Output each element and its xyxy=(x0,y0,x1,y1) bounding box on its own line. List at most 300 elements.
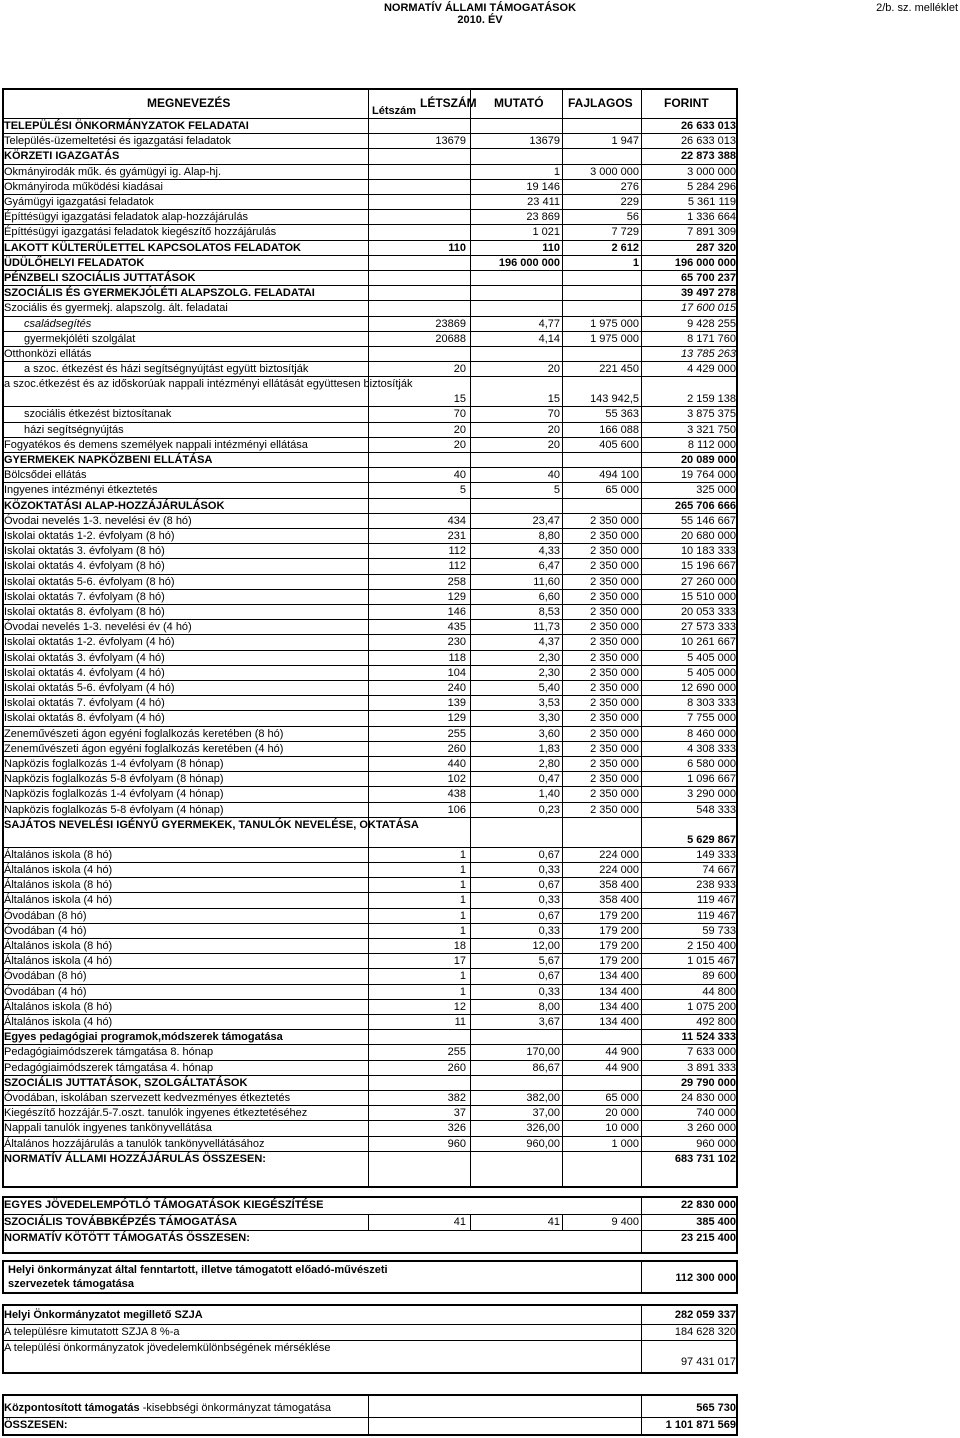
row-letszam: 70 xyxy=(453,408,466,421)
row-letszam: 20 xyxy=(453,363,466,376)
row-letszam: 1 xyxy=(459,985,466,998)
row-name: Iskolai oktatás 8. évfolyam (8 hó) xyxy=(4,606,165,618)
row-name: Helyi Önkormányzatot megillető SZJA xyxy=(4,1309,203,1321)
row-name: Otthonközi ellátás xyxy=(4,348,92,360)
row-forint: 1 096 667 xyxy=(687,773,736,786)
row-mutato: 5,67 xyxy=(538,955,560,968)
row-forint: 74 667 xyxy=(702,864,736,876)
row-fajlagos: 2 350 000 xyxy=(590,606,639,618)
row-mutato: 20 xyxy=(547,363,560,376)
row-forint: 385 400 xyxy=(696,1216,736,1228)
table-row xyxy=(2,133,738,149)
row-fajlagos: 7 729 xyxy=(611,226,639,239)
row-name: Óvodában (8 hó) xyxy=(4,909,87,922)
row-mutato: 0,47 xyxy=(538,773,560,786)
row-forint: 8 460 000 xyxy=(687,727,736,740)
row-forint: 27 260 000 xyxy=(680,575,736,588)
row-mutato: 8,80 xyxy=(538,530,560,542)
table-row xyxy=(2,118,738,134)
row-fajlagos: 224 000 xyxy=(599,848,639,861)
row-name: Iskolai oktatás 1-2. évfolyam (8 hó) xyxy=(4,530,175,542)
row-forint: 20 680 000 xyxy=(680,530,736,542)
table-row xyxy=(2,786,738,802)
row-letszam: 20688 xyxy=(435,332,466,345)
row-mutato: 86,67 xyxy=(532,1061,560,1074)
table-row xyxy=(2,1105,738,1121)
row-forint: 282 059 337 xyxy=(674,1309,736,1321)
row-name: Iskolai oktatás 8. évfolyam (4 hó) xyxy=(4,712,165,725)
row-forint: 1 015 467 xyxy=(687,955,736,968)
row-szja xyxy=(2,1308,738,1324)
row-letszam: 104 xyxy=(447,666,466,679)
row-name: a szoc. étkezést és házi segítségnyújtást együtt biztosítják xyxy=(24,363,309,376)
row-szja-8 xyxy=(2,1324,738,1341)
row-name xyxy=(4,1401,470,1415)
row-letszam: 129 xyxy=(447,712,466,725)
row-mutato: 70 xyxy=(547,408,560,421)
row-letszam: 1 xyxy=(459,909,466,922)
col-header-name: MEGNEVEZÉS xyxy=(147,96,231,110)
row-name: Zeneművészeti ágon egyéni foglalkozás keretében (4 hó) xyxy=(4,742,284,755)
row-fajlagos: 2 350 000 xyxy=(590,758,639,770)
row-fajlagos: 3 000 000 xyxy=(590,165,639,178)
row-name: Fogyatékos és demens személyek nappali intézményi ellátása xyxy=(4,438,308,451)
table-row xyxy=(2,938,738,954)
row-letszam: 1 xyxy=(459,924,466,937)
row-fajlagos: 2 350 000 xyxy=(590,575,639,588)
row-fajlagos: 44 900 xyxy=(605,1046,639,1059)
row-letszam: 139 xyxy=(447,697,466,710)
row-fajlagos: 55 363 xyxy=(605,408,639,421)
table-row xyxy=(2,316,738,332)
row-fajlagos: 179 200 xyxy=(599,924,639,937)
row-name: Napközis foglalkozás 5-8 évfolyam (8 hónap) xyxy=(4,773,224,786)
row-mutato: 4,14 xyxy=(538,332,560,345)
table-row xyxy=(2,984,738,1000)
row-fajlagos: 134 400 xyxy=(599,985,639,998)
row-letszam: 17 xyxy=(453,955,466,968)
row-fajlagos: 2 350 000 xyxy=(590,697,639,710)
row-fajlagos: 2 612 xyxy=(611,241,639,254)
table-row xyxy=(2,467,738,483)
row-forint: 287 320 xyxy=(696,241,736,254)
table-row xyxy=(2,422,738,438)
row-fajlagos: 2 350 000 xyxy=(590,773,639,786)
row-name: házi segítségnyújtás xyxy=(24,423,124,436)
row-mutato: 3,60 xyxy=(538,727,560,740)
row-forint: 29 790 000 xyxy=(680,1076,736,1089)
row-letszam: 112 xyxy=(448,560,466,573)
row-forint: 7 633 000 xyxy=(687,1046,736,1059)
row-forint: 13 785 263 xyxy=(680,348,736,360)
row-fajlagos: 2 350 000 xyxy=(590,560,639,573)
kisebbsegi-label: -kisebbségi önkormányzat támogatása xyxy=(139,1402,332,1414)
row-mutato: 382,00 xyxy=(526,1092,560,1104)
table-row xyxy=(2,741,738,757)
row-letszam: 1 xyxy=(459,864,466,876)
row-forint: 1 101 871 569 xyxy=(665,1419,736,1431)
row-forint: 5 361 119 xyxy=(687,196,736,208)
row-name: KÖRZETI IGAZGATÁS xyxy=(4,150,120,163)
row-mutato: 0,67 xyxy=(538,970,560,983)
table-row xyxy=(2,376,738,407)
row-forint: 19 764 000 xyxy=(680,469,736,482)
row-fajlagos: 2 350 000 xyxy=(590,636,639,649)
row-letszam: 255 xyxy=(447,727,466,740)
row-forint: 149 333 xyxy=(696,848,736,861)
table-row xyxy=(2,528,738,544)
row-forint: 65 700 237 xyxy=(680,272,736,284)
row-mutato: 20 xyxy=(547,438,560,451)
row-forint: 8 303 333 xyxy=(687,697,736,710)
row-mutato: 0,67 xyxy=(538,879,560,892)
row-fajlagos: 179 200 xyxy=(599,940,639,952)
row-osszesen xyxy=(2,1417,738,1434)
row-forint: 4 429 000 xyxy=(687,363,736,376)
support-table xyxy=(2,88,738,1436)
row-name: Iskolai oktatás 7. évfolyam (8 hó) xyxy=(4,590,165,603)
row-forint: 492 800 xyxy=(696,1016,736,1028)
row-letszam: 260 xyxy=(447,1061,466,1074)
row-letszam: 255 xyxy=(447,1046,466,1059)
row-forint: 44 800 xyxy=(702,985,736,998)
table-row xyxy=(2,543,738,559)
row-forint: 3 875 375 xyxy=(687,408,736,421)
row-name: Okmányiroda működési kiadásai xyxy=(4,180,163,193)
row-forint: 3 290 000 xyxy=(687,788,736,801)
table-row xyxy=(2,513,738,529)
document-title: NORMATÍV ÁLLAMI TÁMOGATÁSOK xyxy=(383,2,577,14)
table-row xyxy=(2,148,738,164)
row-letszam: 1 xyxy=(459,894,466,907)
row-forint: 1 075 200 xyxy=(687,1000,736,1013)
row-fajlagos: 2 350 000 xyxy=(590,788,639,801)
row-forint: 10 183 333 xyxy=(680,545,736,558)
kozpontositott-label: Központosított támogatás xyxy=(4,1402,140,1414)
row-forint: 17 600 015 xyxy=(680,302,736,315)
row-mutato: 8,53 xyxy=(538,606,560,618)
row-fajlagos: 65 000 xyxy=(605,484,639,497)
row-fajlagos: 2 350 000 xyxy=(590,545,639,558)
row-forint: 119 467 xyxy=(697,909,736,922)
row-mutato: 15 xyxy=(547,393,560,406)
row-name: Iskolai oktatás 7. évfolyam (4 hó) xyxy=(4,697,165,710)
row-name: PÉNZBELI SZOCIÁLIS JUTTATÁSOK xyxy=(4,272,196,284)
row-forint: 112 300 000 xyxy=(675,1272,736,1284)
row-mutato: 12,00 xyxy=(532,940,560,952)
document-year: 2010. ÉV xyxy=(457,14,503,26)
row-forint: 7 755 000 xyxy=(687,712,736,725)
table-row xyxy=(2,968,738,984)
row-letszam: 1 xyxy=(459,879,466,892)
row-fajlagos: 405 600 xyxy=(599,438,639,451)
table-row xyxy=(2,1060,738,1076)
row-mutato: 326,00 xyxy=(526,1122,560,1135)
row-forint: 20 089 000 xyxy=(680,454,736,466)
row-name: Óvodában (4 hó) xyxy=(4,985,87,998)
supp-divider-0 xyxy=(368,1214,369,1230)
row-name: Ingyenes intézményi étkeztetés xyxy=(4,484,158,497)
row-fajlagos: 134 400 xyxy=(599,1000,639,1013)
row-fajlagos: 134 400 xyxy=(599,1016,639,1028)
row-mutato: 6,60 xyxy=(538,590,560,603)
table-row xyxy=(2,619,738,635)
row-mutato: 2,30 xyxy=(538,666,560,679)
row-name: Pedagógiaimódszerek támgatása 8. hónap xyxy=(4,1046,214,1059)
row-letszam: 260 xyxy=(447,742,466,755)
row-mutato: 19 146 xyxy=(526,180,560,193)
table-row xyxy=(2,1120,738,1136)
row-mutato: 4,77 xyxy=(538,317,560,330)
row-letszam: 326 xyxy=(447,1122,466,1135)
row-name: Szociális és gyermekj. alapszolg. ált. feladatai xyxy=(4,302,228,315)
row-mutato: 20 xyxy=(547,423,560,436)
row-name: NORMATÍV KÖTÖTT TÁMOGATÁS ÖSSZESEN: xyxy=(4,1232,250,1244)
row-name: Óvodai nevelés 1-3. nevelési év (4 hó) xyxy=(4,621,192,634)
col-header-forint: FORINT xyxy=(664,96,709,110)
row-fajlagos: 1 975 000 xyxy=(590,332,639,345)
supp-forint-divider xyxy=(641,1196,642,1254)
col-header-letszam-sub: Létszám xyxy=(372,105,417,117)
supp-divider-1 xyxy=(470,1214,471,1230)
row-forint: 55 146 667 xyxy=(680,514,736,527)
row-forint: 59 733 xyxy=(702,924,736,937)
row-forint: 5 284 296 xyxy=(687,180,736,193)
row-forint: 8 171 760 xyxy=(687,332,736,345)
row-name: Nappali tanulók ingyenes tankönyvellátása xyxy=(4,1122,212,1135)
row-forint: 10 261 667 xyxy=(680,636,736,649)
row-fajlagos: 2 350 000 xyxy=(590,712,639,725)
row-letszam: 382 xyxy=(447,1092,466,1104)
row-mutato: 13679 xyxy=(529,135,560,148)
row-letszam: 960 xyxy=(447,1137,466,1150)
row-forint: 184 628 320 xyxy=(674,1326,736,1338)
row-letszam: 11 xyxy=(454,1016,466,1028)
supp-divider-2 xyxy=(562,1214,563,1230)
row-forint: 4 308 333 xyxy=(687,742,736,755)
row-forint: 2 159 138 xyxy=(687,393,736,406)
row-forint: 89 600 xyxy=(702,970,736,983)
row-name: EGYES JÖVEDELEMPÓTLÓ TÁMOGATÁSOK KIEGÉSZÍTÉSE xyxy=(4,1199,324,1211)
row-forint: 97 431 017 xyxy=(680,1356,736,1368)
col-header-mutato: MUTATÓ xyxy=(494,96,544,110)
col-header-letszam: LÉTSZÁM xyxy=(420,96,477,110)
row-name: A településre kimutatott SZJA 8 %-a xyxy=(4,1326,180,1338)
row-fajlagos: 2 350 000 xyxy=(590,666,639,679)
row-eloado-muveszeti xyxy=(2,1263,738,1293)
row-name: TELEPÜLÉSI ÖNKORMÁNYZATOK FELADATAI xyxy=(4,120,249,132)
row-mutato: 11,60 xyxy=(533,575,560,588)
row-fajlagos: 65 000 xyxy=(605,1092,639,1104)
row-name: Település-üzemeltetési és igazgatási feladatok xyxy=(4,135,231,148)
table-row xyxy=(2,604,738,620)
table-row xyxy=(2,194,738,210)
row-forint: 565 730 xyxy=(696,1402,736,1414)
row-name: SZOCIÁLIS TOVÁBBKÉPZÉS TÁMOGATÁSA xyxy=(4,1216,238,1228)
row-letszam: 20 xyxy=(453,438,466,451)
row-letszam: 23869 xyxy=(435,317,466,330)
row-name: Általános hozzájárulás a tanulók tankönyvellátásához xyxy=(4,1137,265,1150)
row-letszam: 146 xyxy=(447,606,466,618)
row-name: Óvodában (8 hó) xyxy=(4,970,87,983)
row-forint: 9 428 255 xyxy=(687,317,736,330)
table-row xyxy=(2,574,738,590)
table-row xyxy=(2,285,738,301)
row-letszam: 231 xyxy=(447,530,466,542)
row-name: a szoc.étkezést és az időskorúak nappali intézményi ellátását együttesen biztosítják xyxy=(4,378,413,391)
row-name: Iskolai oktatás 3. évfolyam (4 hó) xyxy=(4,651,165,664)
row-name: Napközis foglalkozás 1-4 évfolyam (4 hónap) xyxy=(4,788,224,801)
table-row xyxy=(2,1151,738,1167)
table-row xyxy=(2,209,738,225)
row-letszam: 18 xyxy=(453,940,466,952)
row-fajlagos: 10 000 xyxy=(605,1122,639,1135)
row-forint: 3 891 333 xyxy=(687,1061,736,1074)
row-fajlagos: 2 350 000 xyxy=(590,727,639,740)
row-name: Iskolai oktatás 5-6. évfolyam (8 hó) xyxy=(4,575,175,588)
row-kozpontositott xyxy=(2,1401,738,1417)
total-forint-divider xyxy=(641,1394,642,1436)
row-mutato: 2,30 xyxy=(538,651,560,664)
arts-forint-divider xyxy=(641,1260,642,1294)
row-forint: 15 510 000 xyxy=(680,590,736,603)
row-name: SZOCIÁLIS JUTTATÁSOK, SZOLGÁLTATÁSOK xyxy=(4,1076,248,1089)
row-forint: 5 405 000 xyxy=(687,651,736,664)
row-name: SAJÁTOS NEVELÉSI IGÉNYŰ GYERMEKEK, TANULÓK NEVELÉSE, OKTATÁSA xyxy=(4,818,419,831)
table-row xyxy=(2,1136,738,1152)
row-fajlagos: 2 350 000 xyxy=(590,621,639,634)
table-row xyxy=(2,164,738,180)
row-forint: 548 333 xyxy=(696,803,736,816)
row-fajlagos: 179 200 xyxy=(599,955,639,968)
row-mutato: 0,67 xyxy=(538,909,560,922)
row-fajlagos: 44 900 xyxy=(605,1061,639,1074)
table-row xyxy=(2,482,738,498)
row-letszam: 230 xyxy=(447,636,466,649)
row-name: GYERMEKEK NAPKÖZBENI ELLÁTÁSA xyxy=(4,454,213,466)
table-row xyxy=(2,240,738,256)
row-mutato: 3,30 xyxy=(538,712,560,725)
row-fajlagos: 2 350 000 xyxy=(590,682,639,694)
row-fajlagos: 1 975 000 xyxy=(590,317,639,330)
row-name: Óvodában, iskolában szervezett kedvezményes étkeztetés xyxy=(4,1092,291,1104)
row-name: Iskolai oktatás 1-2. évfolyam (4 hó) xyxy=(4,636,175,649)
table-row xyxy=(2,437,738,453)
row-letszam: 1 xyxy=(459,848,466,861)
row-forint: 3 000 000 xyxy=(687,165,736,178)
row-fajlagos: 229 xyxy=(620,196,639,208)
table-row xyxy=(2,802,738,818)
row-forint: 960 000 xyxy=(696,1137,736,1150)
row-forint: 5 405 000 xyxy=(687,666,736,679)
row-tovabbkepzes xyxy=(2,1214,738,1231)
row-name: LAKOTT KÜLTERÜLETTEL KAPCSOLATOS FELADATOK xyxy=(4,241,301,254)
row-letszam: 106 xyxy=(447,803,466,816)
row-fajlagos: 221 450 xyxy=(599,363,639,376)
row-name: Kiegészítő hozzájár.5-7.oszt. tanulók ingyenes étkeztetéséhez xyxy=(4,1107,308,1120)
table-row xyxy=(2,877,738,893)
row-fajlagos: 179 200 xyxy=(599,909,639,922)
row-fajlagos: 2 350 000 xyxy=(590,530,639,542)
row-letszam: 435 xyxy=(447,621,466,634)
table-row xyxy=(2,634,738,650)
row-mutato: 110 xyxy=(542,241,560,254)
col-header-fajlagos: FAJLAGOS xyxy=(568,96,633,110)
row-fajlagos: 1 000 xyxy=(611,1137,639,1150)
row-mutato: 23 411 xyxy=(527,196,560,208)
row-name: Napközis foglalkozás 5-8 évfolyam (4 hónap) xyxy=(4,803,224,816)
row-mutato: 2,80 xyxy=(538,758,560,770)
row-name: Iskolai oktatás 3. évfolyam (8 hó) xyxy=(4,545,165,558)
row-letszam: 41 xyxy=(453,1216,466,1228)
row-fajlagos: 1 xyxy=(632,256,639,269)
row-forint: 26 633 013 xyxy=(680,120,736,132)
table-row xyxy=(2,1029,738,1045)
row-mutato: 11,73 xyxy=(533,621,560,634)
row-name: Okmányirodák műk. és gyámügyi ig. Alap-hj. xyxy=(4,165,222,178)
row-forint: 11 524 333 xyxy=(681,1031,736,1044)
row-letszam: 12 xyxy=(453,1000,466,1013)
table-row xyxy=(2,179,738,195)
table-row xyxy=(2,1014,738,1030)
row-forint: 23 215 400 xyxy=(680,1232,736,1244)
row-mutato: 1 021 xyxy=(532,226,560,239)
szja-forint-divider xyxy=(641,1304,642,1374)
row-name: A települési önkormányzatok jövedelemkülönbségének mérséklése xyxy=(4,1342,331,1354)
row-mutato: 1,40 xyxy=(538,788,560,801)
row-name: Általános iskola (4 hó) xyxy=(4,864,113,876)
row-fajlagos: 2 350 000 xyxy=(590,651,639,664)
row-name: Általános iskola (8 hó) xyxy=(4,848,113,861)
table-row xyxy=(2,771,738,787)
row-fajlagos: 2 350 000 xyxy=(590,590,639,603)
row-forint: 6 580 000 xyxy=(687,758,736,770)
row-forint: 196 000 000 xyxy=(674,256,736,269)
row-fajlagos: 9 400 xyxy=(611,1216,639,1228)
row-letszam: 5 xyxy=(459,484,466,497)
table-row xyxy=(2,452,738,468)
row-name: ÜDÜLŐHELYI FELADATOK xyxy=(4,256,145,269)
row-forint: 1 336 664 xyxy=(687,211,736,224)
row-name: KÖZOKTATÁSI ALAP-HOZZÁJÁRULÁSOK xyxy=(4,499,225,512)
row-mutato: 960,00 xyxy=(526,1137,560,1150)
row-name: Iskolai oktatás 4. évfolyam (8 hó) xyxy=(4,560,165,573)
table-row xyxy=(2,406,738,422)
row-mutato: 8,00 xyxy=(538,1000,560,1013)
row-letszam: 110 xyxy=(448,241,466,254)
row-fajlagos: 134 400 xyxy=(599,970,639,983)
row-name: Általános iskola (8 hó) xyxy=(4,940,113,952)
row-letszam: 129 xyxy=(447,590,466,603)
row-name: Helyi önkormányzat által fenntartott, illetve támogatott előadó-művészeti szervezetek támogatása xyxy=(8,1264,388,1290)
row-forint: 5 629 867 xyxy=(687,833,736,846)
row-mutato: 1,83 xyxy=(538,742,560,755)
table-row xyxy=(2,1090,738,1106)
row-letszam: 438 xyxy=(447,788,466,801)
row-mutato: 0,33 xyxy=(538,924,560,937)
annex-label: 2/b. sz. melléklet xyxy=(876,2,958,14)
row-name: NORMATÍV ÁLLAMI HOZZÁJÁRULÁS ÖSSZESEN: xyxy=(4,1152,266,1165)
row-forint: 683 731 102 xyxy=(674,1152,736,1165)
table-row xyxy=(2,953,738,969)
table-row xyxy=(2,695,738,711)
table-row xyxy=(2,1044,738,1060)
table-row xyxy=(2,665,738,681)
table-row xyxy=(2,650,738,666)
row-mutato: 4,33 xyxy=(538,545,560,558)
row-forint: 2 150 400 xyxy=(687,940,736,952)
row-fajlagos: 358 400 xyxy=(599,879,639,892)
